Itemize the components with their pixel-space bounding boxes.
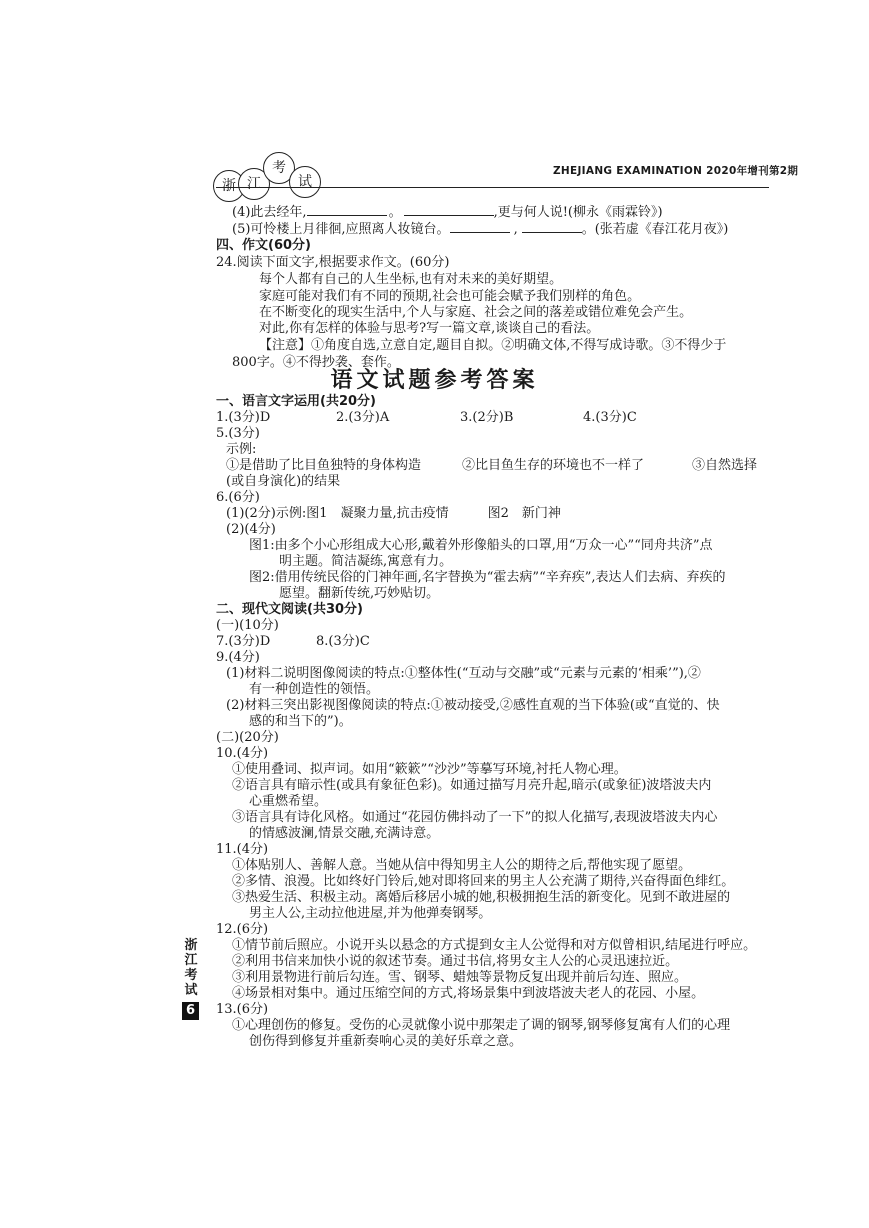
a10-2b: 心重燃希望。 [249,794,328,809]
page-number: 6 [182,1002,199,1020]
q5-line [232,222,728,238]
a10-3b: 的情感波澜,情景交融,充满诗意。 [249,826,440,841]
mc-4: 4.(3分)C [583,410,637,425]
a5-3: ③自然选择 [692,458,758,473]
a10-3a: ③语言具有诗化风格。如通过“花园仿佛抖动了一下”的拟人化描写,表现波塔波夫内心 [232,810,718,825]
sidebar-journal-vertical [183,938,199,998]
a6-1: (1)(2分)示例:图1 凝聚力量,抗击疫情 图2 新门神 [226,506,561,521]
mc-1: 1.(3分)D [216,410,271,425]
a9: 9.(4分) [216,650,260,665]
mc-2: 2.(3分)A [336,410,390,425]
sidebar-char-4: 试 [184,983,198,998]
a11-3a: ③热爱生活、积极主动。离婚后移居小城的她,积极拥抱生活的新变化。见到不敢进屋的 [232,890,731,905]
a12-3: ③利用景物进行前后勾连。雪、钢琴、蜡烛等景物反复出现并前后勾连、照应。 [232,970,688,985]
part2: (二)(20分) [216,730,279,745]
sec2-heading: 二、现代文阅读(共30分) [216,602,363,617]
a11: 11.(4分) [216,842,269,857]
a12-2: ②利用书信来加快小说的叙述节奏。通过书信,将男女主人公的心灵迅速拉近。 [232,954,679,969]
a6-2: (2)(4分) [226,522,276,537]
a6-fig2-a: 图2:借用传统民俗的门神年画,名字替换为“霍去病”“辛弃疾”,表达人们去病、弃疾的 [249,570,726,585]
q24-p2: 家庭可能对我们有不同的预期,社会也可能会赋予我们别样的角色。 [259,289,641,304]
a11-2: ②多情、浪漫。比如终好门铃后,她对即将回来的男主人公充满了期待,兴奋得面色绯红。 [232,874,735,889]
logo-char-3: 考 [263,152,295,184]
sec1-heading: 一、语言文字运用(共20分) [216,394,376,409]
mc-7: 7.(3分)D [216,634,271,649]
q5-blank-1 [450,232,510,233]
a9-2a: (2)材料三突出影视图像阅读的特点:①被动接受,②感性直观的当下体验(或“直觉的、快 [226,698,720,713]
header-rule [216,187,769,188]
a5-4: (或自身演化)的结果 [226,474,341,489]
a13-1a: ①心理创伤的修复。受伤的心灵就像小说中那架走了调的钢琴,钢琴修复寓有人们的心理 [232,1018,731,1033]
a9-1a: (1)材料二说明图像阅读的特点:①整体性(“互动与交融”或“元素与元素的‘相乘’”),② [226,666,701,681]
a12-1: ①情节前后照应。小说开头以悬念的方式提到女主人公觉得和对方似曾相识,结尾进行呼应。 [232,938,757,953]
a6-fig2-b: 愿望。翻新传统,巧妙贴切。 [279,586,440,601]
logo-char-4: 试 [289,166,321,198]
mc-8: 8.(3分)C [316,634,370,649]
q24-note2: 800字。④不得抄袭、套作。 [232,355,400,370]
q5-blank-2 [522,232,582,233]
section4-heading: 四、作文(60分) [216,238,311,253]
q24-p1: 每个人都有自己的人生坐标,也有对未来的美好期望。 [259,272,563,287]
a12: 12.(6分) [216,922,269,937]
q4-blank-2 [404,215,494,216]
q5-comma: , [513,222,518,237]
a10: 10.(4分) [216,746,269,761]
q4-blank-1 [307,215,387,216]
mc-3: 3.(2分)B [460,410,514,425]
a9-2b: 感的和当下的”)。 [249,714,352,729]
a6-fig1-a: 图1:由多个小心形组成大心形,戴着外形像船头的口罩,用“万众一心”“同舟共济”点 [249,538,713,553]
a12-4: ④场景相对集中。通过压缩空间的方式,将场景集中到波塔波夫老人的花园、小屋。 [232,986,705,1001]
a5: 5.(3分) [216,426,260,441]
a11-1: ①体贴别人、善解人意。当她从信中得知男主人公的期待之后,帮他实现了愿望。 [232,858,692,873]
q5-end: 。(张若虚《春江花月夜》) [581,222,729,237]
a10-1: ①使用叠词、拟声词。如用“簌簌”“沙沙”等摹写环境,衬托人物心理。 [232,762,627,777]
q4-period: 。 [388,205,402,220]
sidebar-char-3: 考 [184,968,198,983]
a11-3b: 男主人公,主动拉他进屋,并为他弹奏钢琴。 [249,906,492,921]
part1: (一)(10分) [216,618,279,633]
q24-p4: 对此,你有怎样的体验与思考?写一篇文章,谈谈自己的看法。 [259,321,600,336]
q24-p3: 在不断变化的现实生活中,个人与家庭、社会之间的落差或错位难免会产生。 [259,305,693,320]
a5-2: ②比目鱼生存的环境也不一样了 [462,458,645,473]
q5-text: (5)可怜楼上月徘徊,应照离人妆镜台。 [232,222,450,237]
a13-1b: 创伤得到修复并重新奏响心灵的美好乐章之意。 [249,1034,523,1049]
a13: 13.(6分) [216,1002,269,1017]
q4-end: ,更与何人说!(柳永《雨霖铃》) [493,205,663,220]
journal-name: ZHEJIANG EXAMINATION 2020年增刊第2期 [553,165,799,177]
a10-2a: ②语言具有暗示性(或具有象征色彩)。如通过描写月亮升起,暗示(或象征)波塔波夫内 [232,778,712,793]
sidebar-char-2: 江 [184,953,198,968]
q4-line [232,205,663,221]
q4-text: (4)此去经年, [232,205,307,220]
a6-fig1-b: 明主题。简洁凝练,寓意有力。 [279,554,453,569]
a9-1b: 有一种创造性的领悟。 [249,682,380,697]
answers-title: 语文试题参考答案 [330,367,539,393]
a5-example: 示例: [226,442,257,457]
a6: 6.(6分) [216,490,260,505]
sidebar-char-1: 浙 [184,938,198,953]
logo-char-1: 浙 [213,170,245,202]
logo-char-2: 江 [238,168,270,200]
a5-1: ①是借助了比目鱼独特的身体构造 [226,458,422,473]
q24-stem: 24.阅读下面文字,根据要求作文。(60分) [216,255,450,270]
q24-note1: 【注意】①角度自选,立意自定,题目自拟。②明确文体,不得写成诗歌。③不得少于 [259,338,727,353]
